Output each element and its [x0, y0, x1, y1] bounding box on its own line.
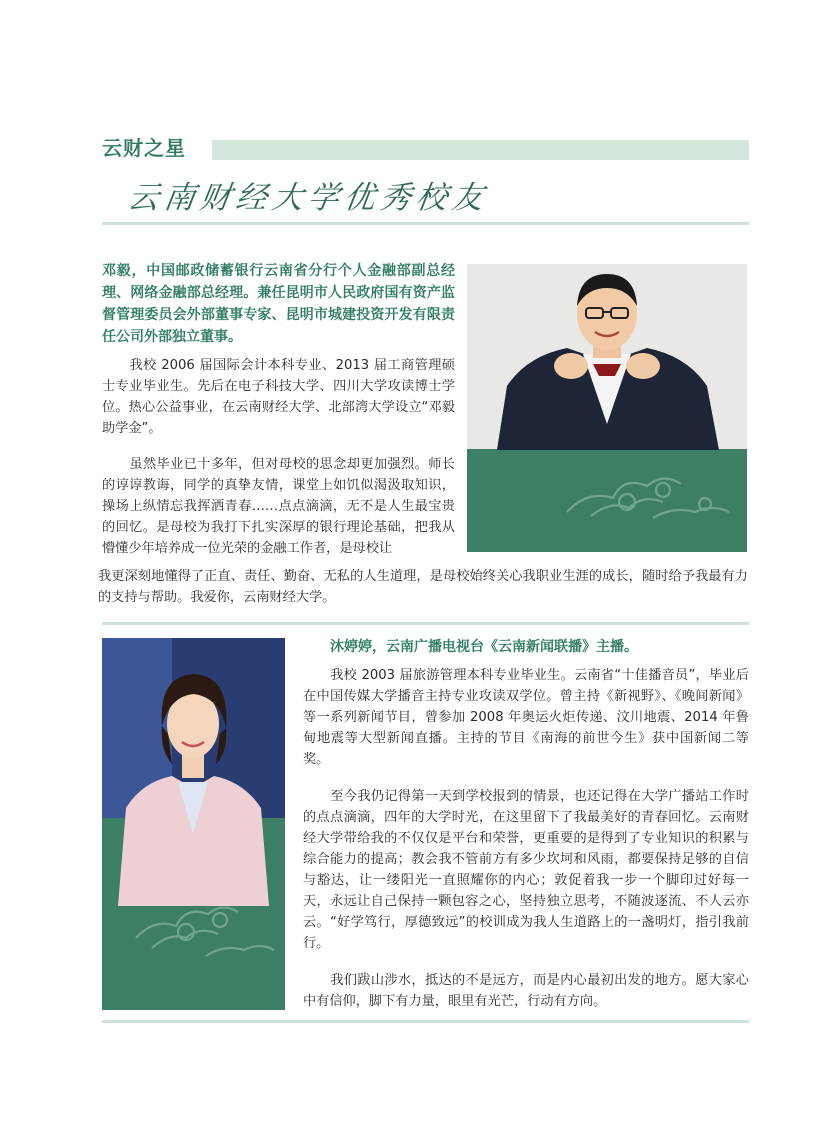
divider-bottom [102, 1020, 749, 1023]
profile1-photo [467, 264, 747, 552]
profile2-paragraph-1: 我校 2003 届旅游管理本科专业毕业生。云南省“十佳播音员”，毕业后在中国传媒大学播音主持专业攻读双学位。曾主持《新视野》、《晚间新闻》等一系列新闻节目，曾参加 2008 年奥运火炬传递、汶川地震、2014 年鲁甸地震等大型新闻直播。主持的节目《南海的前世今生》获中国新闻二等奖。 [303, 668, 749, 767]
profile2-paragraph-3: 我们跋山涉水，抵达的不是远方，而是内心最初出发的地方。愿大家心中有信仰，脚下有力量，眼里有光芒，行动有方向。 [303, 973, 749, 1009]
profile1-paragraph-1: 我校 2006 届国际会计本科专业、2013 届工商管理硕士专业毕业生。先后在电子科技大学、四川大学攻读博士学位。热心公益事业，在云南财经大学、北部湾大学设立“邓毅助学金”。 [102, 358, 455, 436]
divider-middle [102, 622, 749, 625]
profile2-portrait-image [102, 638, 285, 1010]
profile1-paragraph-2-continued: 我更深刻地懂得了正直、责任、勤奋、无私的人生道理，是母校始终关心我职业生涯的成长，随时给予我最有力的支持与帮助。我爱你，云南财经大学。 [98, 569, 748, 605]
section-title: 云财之星 [102, 136, 186, 160]
profile2-lead: 沐婷婷，云南广播电视台《云南新闻联播》主播。 [330, 639, 638, 655]
section-header [102, 134, 749, 162]
page-title: 云南财经大学优秀校友 [125, 180, 491, 216]
profile2-paragraph-2: 至今我仍记得第一天到学校报到的情景，也还记得在大学广播站工作时的点点滴滴，四年的大学时光，在这里留下了我最美好的青春回忆。云南财经大学带给我的不仅仅是平台和荣誉，更重要的是得到了专业知识的积累与综合能力的提高；教会我不管前方有多少坎坷和风雨，都要保持足够的自信与豁达，让一缕阳光一直照耀你的内心；敦促着我一步一个脚印过好每一天，永远让自己保持一颗包容之心，坚持独立思考，不随波逐流、不人云亦云。“好学笃行，厚德致远”的校训成为我人生道路上的一盏明灯，指引我前行。 [303, 789, 749, 951]
section-header-bar [212, 140, 749, 160]
divider-top [102, 222, 749, 225]
profile1-portrait-image [467, 264, 747, 552]
profile1-paragraph-2: 虽然毕业已十多年，但对母校的思念却更加强烈。师长的谆谆教诲，同学的真挚友情，课堂上如饥似渴汲取知识，操场上纵情忘我挥洒青春……点点滴滴，无不是人生最宝贵的回忆。是母校为我打下扎实深厚的银行理论基础，把我从懵懂少年培养成一位光荣的金融工作者，是母校让 [102, 457, 455, 556]
profile2-photo [102, 638, 285, 1010]
profile1-lead: 邓毅，中国邮政储蓄银行云南省分行个人金融部副总经理、网络金融部总经理。兼任昆明市人民政府国有资产监督管理委员会外部董事专家、昆明市城建投资开发有限责任公司外部独立董事。 [102, 263, 455, 345]
